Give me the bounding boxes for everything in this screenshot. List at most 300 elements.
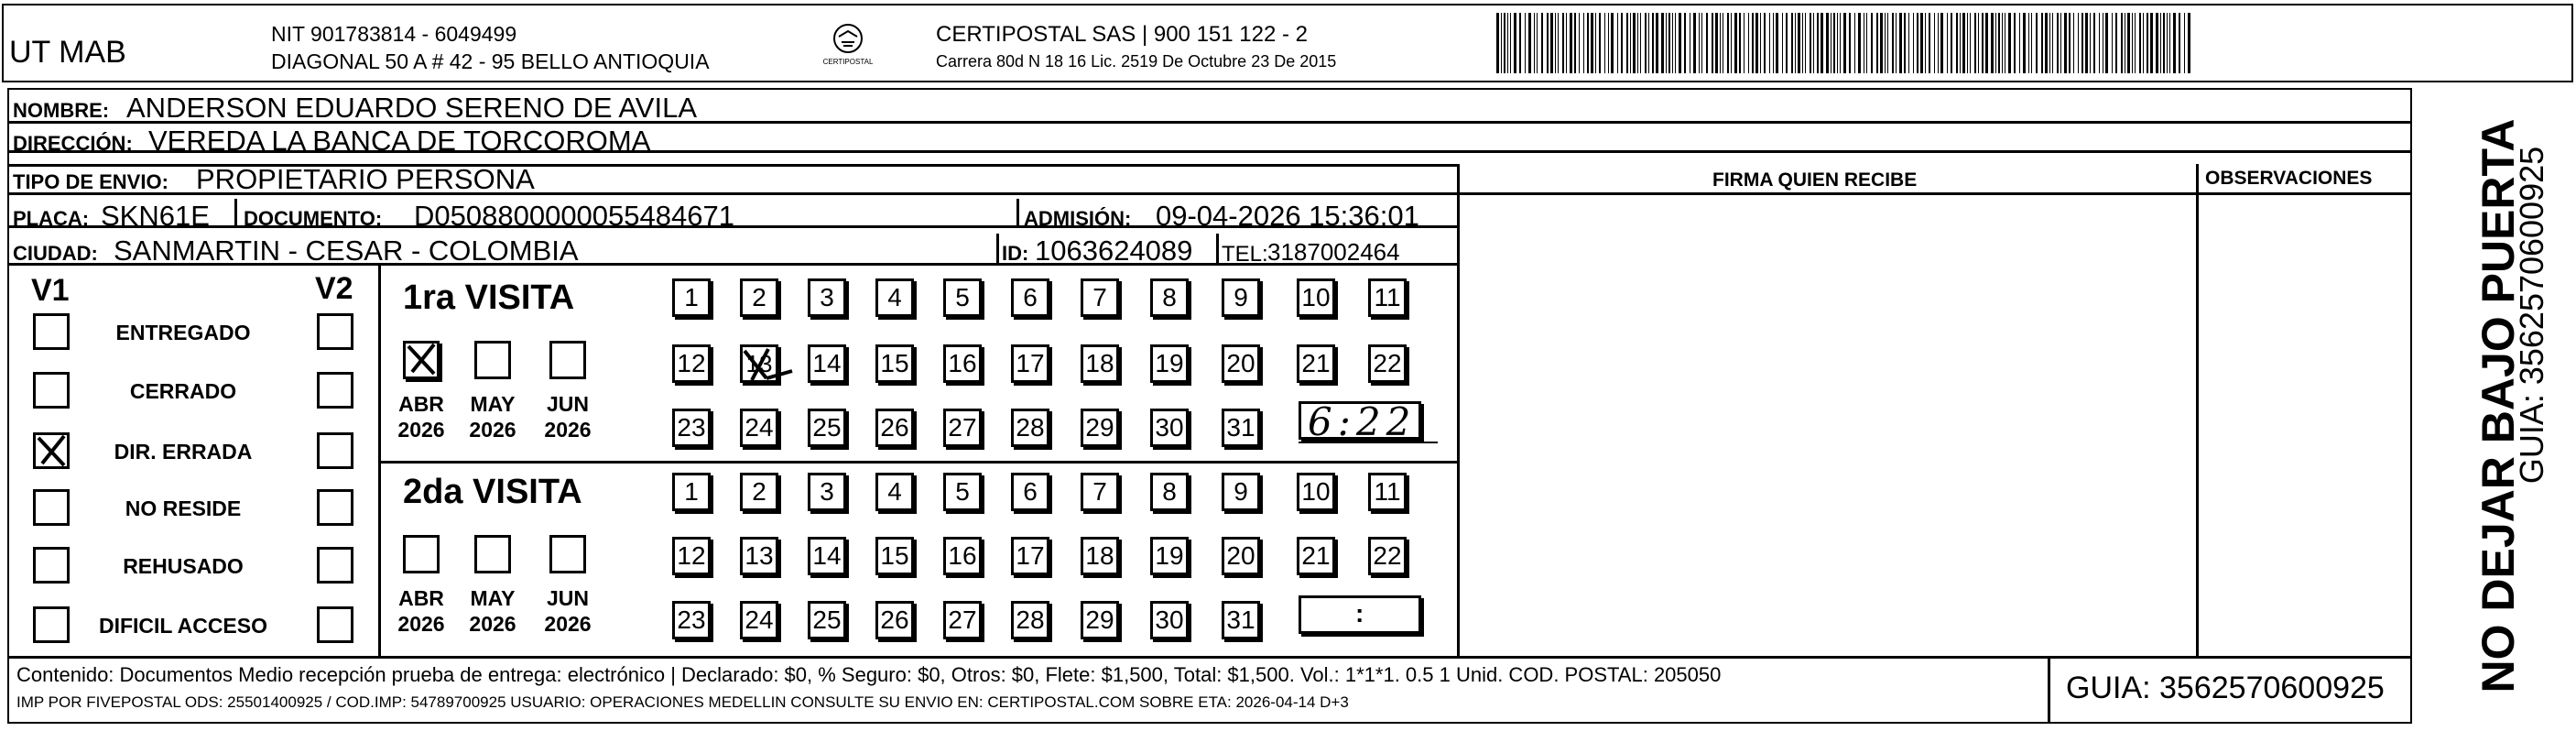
barcode-bar (1661, 13, 1664, 73)
day-box: 8 (1150, 278, 1189, 317)
barcode-bar (1876, 13, 1878, 73)
day-box: 6 (1011, 278, 1049, 317)
day-box: 19 (1150, 537, 1189, 575)
month-name: ABR (398, 586, 444, 610)
company-address: DIAGONAL 50 A # 42 - 95 BELLO ANTIOQUIA (271, 49, 710, 73)
status-label: ENTREGADO (115, 321, 251, 344)
barcode-bar (2049, 13, 2050, 73)
barcode-bar (1731, 13, 1732, 73)
firma-header: FIRMA QUIEN RECIBE (1712, 169, 1918, 191)
documento-label: DOCUMENTO: (244, 207, 383, 230)
v2-checkbox (317, 372, 353, 409)
day-box: 23 (672, 409, 711, 447)
barcode-bar (1706, 13, 1708, 73)
barcode-bar (1621, 13, 1623, 73)
barcode-bar (1510, 13, 1511, 73)
barcode-bar (1858, 13, 1861, 73)
barcode-bar (1962, 13, 1965, 73)
day-box: 10 (1297, 278, 1335, 317)
company-name: UT MAB (9, 35, 126, 70)
barcode-bar (1786, 13, 1788, 73)
admision-value: 09-04-2026 15:36:01 (1156, 200, 1419, 232)
barcode-bar (1995, 13, 1996, 73)
barcode-bar (1871, 13, 1873, 73)
barcode-bar (1982, 13, 1984, 73)
barcode-bar (1656, 13, 1658, 73)
month-year: 2026 (469, 611, 516, 636)
barcode-bar (2069, 13, 2071, 73)
day-box: 17 (1011, 537, 1049, 575)
day-box: 12 (672, 537, 711, 575)
barcode-bar (2041, 13, 2043, 73)
barcode-bar (1760, 13, 1761, 73)
side-guia: GUIA: 3562570600925 (2513, 146, 2550, 485)
barcode-bar (1648, 13, 1649, 73)
barcode-bar (1802, 13, 1803, 73)
barcode-bar (1679, 13, 1681, 73)
barcode-bar (1998, 13, 2000, 73)
day-box: 7 (1081, 278, 1119, 317)
barcode-bar (1776, 13, 1778, 73)
day-box: 27 (943, 409, 982, 447)
barcode-bar (1896, 13, 1897, 73)
second-visit-time-placeholder: : (1355, 599, 1364, 627)
barcode-bar (1940, 13, 1943, 73)
barcode-bar (1514, 13, 1516, 73)
barcode-bar (1712, 13, 1713, 73)
barcode-bar (2023, 13, 2026, 73)
day-box: 30 (1150, 601, 1189, 639)
barcode-bar (1904, 13, 1906, 73)
direccion-value: VEREDA LA BANCA DE TORCOROMA (148, 125, 651, 157)
barcode-bar (1637, 13, 1638, 73)
placa-label: PLACA: (13, 207, 90, 230)
ciudad-value: SANMARTIN - CESAR - COLOMBIA (114, 235, 579, 267)
barcode-bar (1978, 13, 1979, 73)
ciudad-label: CIUDAD: (13, 242, 98, 265)
barcode-bar (1591, 13, 1593, 73)
month-year: 2026 (544, 417, 592, 442)
barcode-bar (1773, 13, 1774, 73)
day-box: 25 (808, 601, 846, 639)
barcode-bar (2073, 13, 2074, 73)
barcode-bar (2052, 13, 2053, 73)
barcode-bar (1699, 13, 1700, 73)
month-year: 2026 (397, 611, 445, 636)
barcode-bar (1840, 13, 1841, 73)
barcode-bar (2188, 13, 2190, 73)
day-box: 20 (1222, 537, 1260, 575)
barcode-bar (2135, 13, 2136, 73)
day-box: 14 (808, 537, 846, 575)
barcode-bar (1974, 13, 1976, 73)
barcode-bar (1558, 13, 1559, 73)
barcode (1496, 13, 2194, 73)
barcode-bar (2060, 13, 2061, 73)
day-box: 24 (740, 409, 778, 447)
day-box: 2 (740, 473, 778, 511)
day-box: 13 (740, 537, 778, 575)
day-box: 3 (808, 473, 846, 511)
day-box: 29 (1081, 409, 1119, 447)
month-checkbox (403, 535, 440, 573)
barcode-bar (1951, 13, 1952, 73)
barcode-bar (1837, 13, 1838, 73)
barcode-bar (1630, 13, 1631, 73)
barcode-bar (1791, 13, 1793, 73)
barcode-bar (1752, 13, 1754, 73)
day-box: 17 (1011, 344, 1049, 383)
v2-checkbox (317, 313, 353, 350)
barcode-bar (1640, 13, 1641, 73)
day-box: 5 (943, 278, 982, 317)
barcode-bar (1608, 13, 1609, 73)
month-checkbox (549, 535, 586, 573)
month-label (461, 586, 525, 637)
barcode-bar (1899, 13, 1902, 73)
day-box: 24 (740, 601, 778, 639)
day-box: 7 (1081, 473, 1119, 511)
carrier-license: Carrera 80d N 18 16 Lic. 2519 De Octubre 23 De 2015 (936, 52, 1337, 71)
barcode-bar (1617, 13, 1618, 73)
day-box: 9 (1222, 473, 1260, 511)
barcode-bar (1668, 13, 1670, 73)
svg-text:CERTIPOSTAL: CERTIPOSTAL (822, 58, 874, 66)
day-box: 29 (1081, 601, 1119, 639)
documento-value: D0508800000055484671 (414, 200, 734, 232)
barcode-bar (1562, 13, 1564, 73)
barcode-bar (2081, 13, 2083, 73)
day-box: 23 (672, 601, 711, 639)
status-label: DIR. ERRADA (114, 440, 253, 464)
day-box: 26 (875, 601, 914, 639)
month-label (461, 392, 525, 442)
barcode-bar (1547, 13, 1549, 73)
barcode-bar (1550, 13, 1553, 73)
barcode-bar (1727, 13, 1729, 73)
month-name: JUN (546, 586, 589, 610)
day-box: 28 (1011, 409, 1049, 447)
barcode-bar (2169, 13, 2170, 73)
barcode-bar (2057, 13, 2059, 73)
barcode-bar (1813, 13, 1814, 73)
barcode-bar (2014, 13, 2016, 73)
barcode-bar (1970, 13, 1971, 73)
first-visit-time-handwritten: 6:22 (1308, 399, 1417, 444)
barcode-bar (1929, 13, 1930, 73)
status-label: DIFICIL ACCESO (98, 614, 267, 638)
admision-label: ADMISIÓN: (1024, 207, 1132, 230)
day-box: 31 (1222, 601, 1260, 639)
id-label: ID: (1002, 242, 1029, 265)
day-box: 16 (943, 344, 982, 383)
barcode-bar (1833, 13, 1835, 73)
barcode-bar (1626, 13, 1628, 73)
barcode-bar (2115, 13, 2117, 73)
barcode-bar (1645, 13, 1647, 73)
day-box: 15 (875, 537, 914, 575)
barcode-bar (1587, 13, 1589, 73)
barcode-bar (2078, 13, 2079, 73)
barcode-bar (1701, 13, 1702, 73)
barcode-bar (1672, 13, 1673, 73)
footer-guia: GUIA: 3562570600925 (2066, 671, 2385, 705)
barcode-bar (1920, 13, 1923, 73)
barcode-bar (1720, 13, 1721, 73)
day-box: 11 (1368, 473, 1407, 511)
tipo-label: TIPO DE ENVIO: (13, 170, 168, 193)
barcode-bar (1913, 13, 1914, 73)
company-nit: NIT 901783814 - 6049499 (271, 22, 517, 46)
tel-label: TEL: (1222, 242, 1268, 267)
day-box: 14 (808, 344, 846, 383)
barcode-bar (2093, 13, 2095, 73)
barcode-bar (1908, 13, 1909, 73)
barcode-bar (2173, 13, 2176, 73)
month-year: 2026 (469, 417, 516, 442)
barcode-bar (1991, 13, 1994, 73)
first-visit-title: 1ra VISITA (403, 278, 575, 317)
day-box: 31 (1222, 409, 1260, 447)
barcode-bar (1528, 13, 1531, 73)
day-box: 2 (740, 278, 778, 317)
month-checkbox (549, 341, 586, 379)
month-name: JUN (546, 392, 589, 416)
barcode-bar (1849, 13, 1851, 73)
id-value: 1063624089 (1035, 235, 1193, 267)
barcode-bar (2143, 13, 2144, 73)
v2-checkbox (317, 432, 353, 469)
barcode-bar (1715, 13, 1718, 73)
barcode-bar (1748, 13, 1749, 73)
v2-checkbox (317, 489, 353, 526)
barcode-bar (1947, 13, 1948, 73)
barcode-bar (2156, 13, 2158, 73)
day-number: 13 (745, 349, 773, 377)
day-box: 8 (1150, 473, 1189, 511)
barcode-bar (2127, 13, 2130, 73)
barcode-bar (2150, 13, 2153, 73)
placa-value: SKN61E (101, 200, 210, 232)
month-label (389, 392, 453, 442)
barcode-bar (1826, 13, 1829, 73)
barcode-bar (2179, 13, 2180, 73)
barcode-bar (2139, 13, 2141, 73)
barcode-bar (2064, 13, 2067, 73)
day-box: 20 (1222, 344, 1260, 383)
barcode-bar (1675, 13, 1676, 73)
day-box: 6 (1011, 473, 1049, 511)
barcode-bar (1684, 13, 1686, 73)
barcode-bar (1501, 13, 1502, 73)
barcode-bar (1666, 13, 1667, 73)
barcode-bar (1967, 13, 1968, 73)
month-label (536, 586, 600, 637)
barcode-bar (1744, 13, 1745, 73)
day-box: 21 (1297, 344, 1335, 383)
day-box: 4 (875, 473, 914, 511)
barcode-bar (1769, 13, 1770, 73)
month-checkbox (403, 341, 440, 379)
barcode-bar (1555, 13, 1556, 73)
barcode-bar (2002, 13, 2003, 73)
barcode-bar (1880, 13, 1883, 73)
barcode-bar (2163, 13, 2165, 73)
barcode-bar (1985, 13, 1988, 73)
barcode-bar (1892, 13, 1894, 73)
day-box: 30 (1150, 409, 1189, 447)
barcode-bar (1805, 13, 1806, 73)
day-box: 21 (1297, 537, 1335, 575)
day-box: 22 (1368, 537, 1407, 575)
barcode-bar (1566, 13, 1567, 73)
month-checkbox (474, 535, 511, 573)
day-box: 4 (875, 278, 914, 317)
barcode-bar (1866, 13, 1867, 73)
day-box: 11 (1368, 278, 1407, 317)
carrier-name: CERTIPOSTAL SAS | 900 151 122 - 2 (936, 22, 1308, 47)
nombre-value: ANDERSON EDUARDO SERENO DE AVILA (126, 92, 698, 124)
barcode-bar (1938, 13, 1939, 73)
barcode-bar (2184, 13, 2185, 73)
barcode-bar (1917, 13, 1918, 73)
barcode-bar (1534, 13, 1535, 73)
barcode-bar (1739, 13, 1741, 73)
day-box: 26 (875, 409, 914, 447)
month-label (536, 392, 600, 442)
status-label: NO RESIDE (125, 496, 242, 520)
day-box: 18 (1081, 344, 1119, 383)
barcode-bar (2160, 13, 2161, 73)
tel-value: 3187002464 (1267, 238, 1400, 266)
day-box: 28 (1011, 601, 1049, 639)
barcode-bar (1579, 13, 1580, 73)
barcode-bar (2036, 13, 2038, 73)
barcode-bar (1925, 13, 1926, 73)
barcode-bar (2105, 13, 2108, 73)
barcode-bar (1599, 13, 1601, 73)
day-box (740, 344, 778, 383)
status-label: REHUSADO (123, 554, 244, 578)
barcode-bar (1854, 13, 1855, 73)
barcode-bar (1611, 13, 1614, 73)
barcode-bar (1604, 13, 1605, 73)
barcode-bar (1583, 13, 1584, 73)
barcode-bar (1574, 13, 1576, 73)
month-year: 2026 (397, 417, 445, 442)
day-box: 15 (875, 344, 914, 383)
barcode-bar (1821, 13, 1823, 73)
day-box: 1 (672, 278, 711, 317)
barcode-bar (1504, 13, 1505, 73)
barcode-bar (1755, 13, 1758, 73)
barcode-bar (1595, 13, 1596, 73)
barcode-bar (1652, 13, 1654, 73)
month-name: ABR (398, 392, 444, 416)
barcode-bar (1519, 13, 1521, 73)
footer-contents: Contenido: Documentos Medio recepción prueba de entrega: electrónico | Declarado: $0, % Seguro: $0, Otros: $0, Flete: $1,500, Total: $1,500. Vol.: 1*1*1. 0.5 1 Unid. COD. POSTAL: 205050 (16, 663, 1722, 686)
month-name: MAY (470, 392, 516, 416)
direccion-label: DIRECCIÓN: (13, 132, 133, 155)
month-year: 2026 (544, 611, 592, 636)
barcode-bar (2167, 13, 2168, 73)
day-box: 10 (1297, 473, 1335, 511)
day-box: 22 (1368, 344, 1407, 383)
barcode-bar (1934, 13, 1935, 73)
v2-header: V2 (315, 271, 353, 306)
barcode-bar (1956, 13, 1958, 73)
month-label (389, 586, 453, 637)
barcode-bar (1795, 13, 1796, 73)
barcode-bar (2008, 13, 2011, 73)
barcode-bar (1541, 13, 1543, 73)
barcode-bar (1537, 13, 1538, 73)
barcode-bar (1525, 13, 1526, 73)
day-box: 25 (808, 409, 846, 447)
day-box: 5 (943, 473, 982, 511)
barcode-bar (1817, 13, 1819, 73)
barcode-bar (1782, 13, 1783, 73)
barcode-bar (1570, 13, 1572, 73)
barcode-bar (2099, 13, 2100, 73)
side-no-dejar: NO DEJAR BAJO PUERTA (2473, 118, 2524, 693)
barcode-bar (1843, 13, 1846, 73)
barcode-bar (1633, 13, 1636, 73)
barcode-bar (1810, 13, 1811, 73)
barcode-bar (2085, 13, 2088, 73)
barcode-bar (1734, 13, 1737, 73)
day-box: 3 (808, 278, 846, 317)
nombre-label: NOMBRE: (13, 99, 110, 122)
barcode-bar (1960, 13, 1961, 73)
barcode-bar (1693, 13, 1696, 73)
barcode-bar (1764, 13, 1766, 73)
barcode-bar (2045, 13, 2048, 73)
day-box: 1 (672, 473, 711, 511)
barcode-bar (2147, 13, 2148, 73)
day-box: 9 (1222, 278, 1260, 317)
certipostal-logo (813, 20, 883, 71)
v2-checkbox (317, 606, 353, 643)
observaciones-header: OBSERVACIONES (2205, 168, 2373, 189)
month-checkbox (474, 341, 511, 379)
barcode-bar (1496, 13, 1499, 73)
barcode-bar (2132, 13, 2133, 73)
barcode-bar (1507, 13, 1508, 73)
barcode-bar (1885, 13, 1886, 73)
day-box: 19 (1150, 344, 1189, 383)
day-box: 16 (943, 537, 982, 575)
second-visit-title: 2da VISITA (403, 473, 582, 511)
month-name: MAY (470, 586, 516, 610)
barcode-bar (2112, 13, 2113, 73)
barcode-bar (2090, 13, 2091, 73)
day-check-mark (739, 344, 794, 386)
barcode-bar (2019, 13, 2020, 73)
barcode-bar (2031, 13, 2032, 73)
tipo-value: PROPIETARIO PERSONA (196, 163, 535, 195)
v2-checkbox (317, 547, 353, 584)
day-box: 12 (672, 344, 711, 383)
barcode-bar (2028, 13, 2029, 73)
barcode-bar (2121, 13, 2123, 73)
barcode-bar (1798, 13, 1800, 73)
status-label: CERRADO (129, 379, 237, 403)
barcode-bar (1887, 13, 1888, 73)
side-notice (2418, 88, 2573, 724)
day-box: 27 (943, 601, 982, 639)
day-box: 18 (1081, 537, 1119, 575)
